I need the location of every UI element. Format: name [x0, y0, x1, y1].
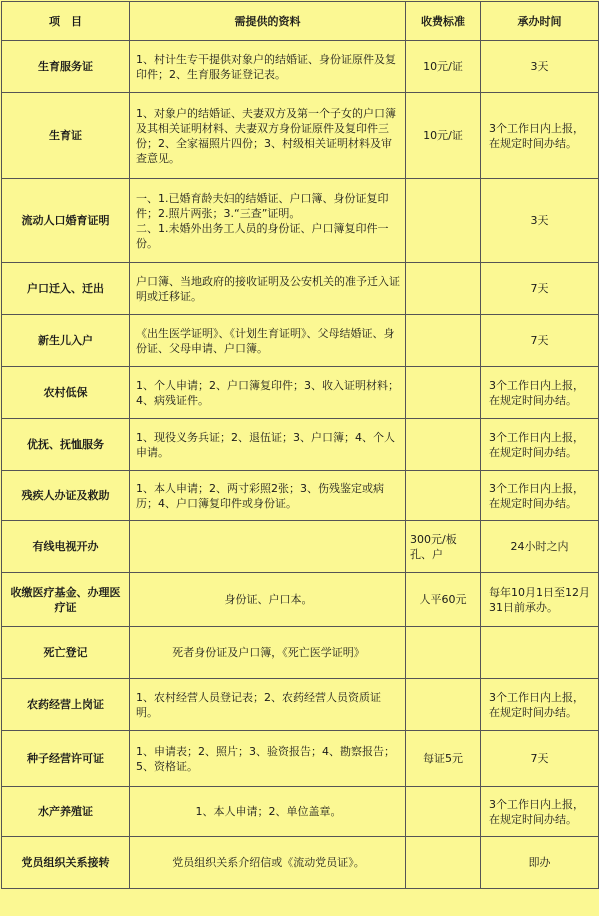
item-name: 新生儿入户: [2, 315, 130, 367]
processing-time: 3天: [481, 41, 599, 93]
table-row: [2, 679, 599, 731]
item-name: 农药经营上岗证: [2, 679, 130, 731]
fee-standard: [406, 367, 481, 419]
required-materials: [130, 521, 406, 573]
required-materials: 1、村计生专干提供对象户的结婚证、身份证原件及复印件；2、生育服务证登记表。: [130, 41, 406, 93]
item-name: 户口迁入、迁出: [2, 263, 130, 315]
fee-standard: [406, 679, 481, 731]
header-item: 项 目: [2, 2, 130, 41]
required-materials: 1、对象户的结婚证、夫妻双方及第一个子女的户口簿及其相关证明材料、夫妻双方身份证原件及复印件三份；2、全家福照片四份；3、村级相关证明材料及审查意见。: [130, 93, 406, 179]
fee-standard: 人平60元: [406, 573, 481, 627]
header-time: 承办时间: [481, 2, 599, 41]
item-name: 种子经营许可证: [2, 731, 130, 787]
fee-standard: [406, 179, 481, 263]
fee-standard: [406, 787, 481, 837]
required-materials: 一、1.已婚育龄夫妇的结婚证、户口簿、身份证复印件；2.照片两张；3.“三查”证明。 二、1.未婚外出务工人员的身份证、户口簿复印件一份。: [130, 179, 406, 263]
item-name: 生育服务证: [2, 41, 130, 93]
table-row: [2, 787, 599, 837]
table-row: [2, 93, 599, 179]
table-row: [2, 627, 599, 679]
header-materials: 需提供的资料: [130, 2, 406, 41]
service-table: [1, 1, 599, 889]
processing-time: 7天: [481, 263, 599, 315]
fee-standard: [406, 627, 481, 679]
processing-time: 3个工作日内上报，在规定时间办结。: [481, 93, 599, 179]
item-name: 水产养殖证: [2, 787, 130, 837]
fee-standard: 每证5元: [406, 731, 481, 787]
table-row: [2, 367, 599, 419]
table-row: [2, 471, 599, 521]
processing-time: 3个工作日内上报，在规定时间办结。: [481, 787, 599, 837]
required-materials: 死者身份证及户口簿，《死亡医学证明》: [130, 627, 406, 679]
required-materials: 1、本人申请；2、两寸彩照2张；3、伤残鉴定或病历；4、户口簿复印件或身份证。: [130, 471, 406, 521]
table-header-row: [2, 2, 599, 41]
table-row: [2, 573, 599, 627]
processing-time: [481, 627, 599, 679]
processing-time: 3天: [481, 179, 599, 263]
processing-time: 3个工作日内上报，在规定时间办结。: [481, 679, 599, 731]
required-materials: 身份证、户口本。: [130, 573, 406, 627]
required-materials: 《出生医学证明》、《计划生育证明》、父母结婚证、身份证、父母申请、户口簿。: [130, 315, 406, 367]
required-materials: 1、申请表；2、照片；3、验资报告；4、勘察报告；5、资格证。: [130, 731, 406, 787]
processing-time: 3个工作日内上报，在规定时间办结。: [481, 471, 599, 521]
table-row: [2, 419, 599, 471]
required-materials: 1、个人申请；2、户口簿复印件；3、收入证明材料；4、病残证件。: [130, 367, 406, 419]
processing-time: 即办: [481, 837, 599, 889]
processing-time: 3个工作日内上报，在规定时间办结。: [481, 419, 599, 471]
required-materials: 1、现役义务兵证；2、退伍证；3、户口簿；4、个人申请。: [130, 419, 406, 471]
table-row: [2, 263, 599, 315]
required-materials: 党员组织关系介绍信或《流动党员证》。: [130, 837, 406, 889]
fee-standard: [406, 837, 481, 889]
item-name: 残疾人办证及救助: [2, 471, 130, 521]
fee-standard: 10元/证: [406, 93, 481, 179]
item-name: 收缴医疗基金、办理医疗证: [2, 573, 130, 627]
table-row: [2, 521, 599, 573]
item-name: 党员组织关系接转: [2, 837, 130, 889]
item-name: 死亡登记: [2, 627, 130, 679]
table-row: [2, 179, 599, 263]
required-materials: 1、本人申请；2、单位盖章。: [130, 787, 406, 837]
table-row: [2, 315, 599, 367]
fee-standard: [406, 419, 481, 471]
item-name: 农村低保: [2, 367, 130, 419]
required-materials: 1、农村经营人员登记表；2、农药经营人员资质证明。: [130, 679, 406, 731]
fee-standard: [406, 315, 481, 367]
processing-time: 每年10月1日至12月31日前承办。: [481, 573, 599, 627]
table-row: [2, 837, 599, 889]
processing-time: 7天: [481, 315, 599, 367]
item-name: 优抚、抚恤服务: [2, 419, 130, 471]
fee-standard: 10元/证: [406, 41, 481, 93]
item-name: 有线电视开办: [2, 521, 130, 573]
table-row: [2, 41, 599, 93]
processing-time: 3个工作日内上报，在规定时间办结。: [481, 367, 599, 419]
processing-time: 7天: [481, 731, 599, 787]
item-name: 流动人口婚育证明: [2, 179, 130, 263]
header-fee: 收费标准: [406, 2, 481, 41]
fee-standard: [406, 263, 481, 315]
item-name: 生育证: [2, 93, 130, 179]
processing-time: 24小时之内: [481, 521, 599, 573]
required-materials: 户口簿、当地政府的接收证明及公安机关的准予迁入证明或迁移证。: [130, 263, 406, 315]
fee-standard: [406, 471, 481, 521]
table-row: [2, 731, 599, 787]
fee-standard: 300元/板孔、户: [406, 521, 481, 573]
